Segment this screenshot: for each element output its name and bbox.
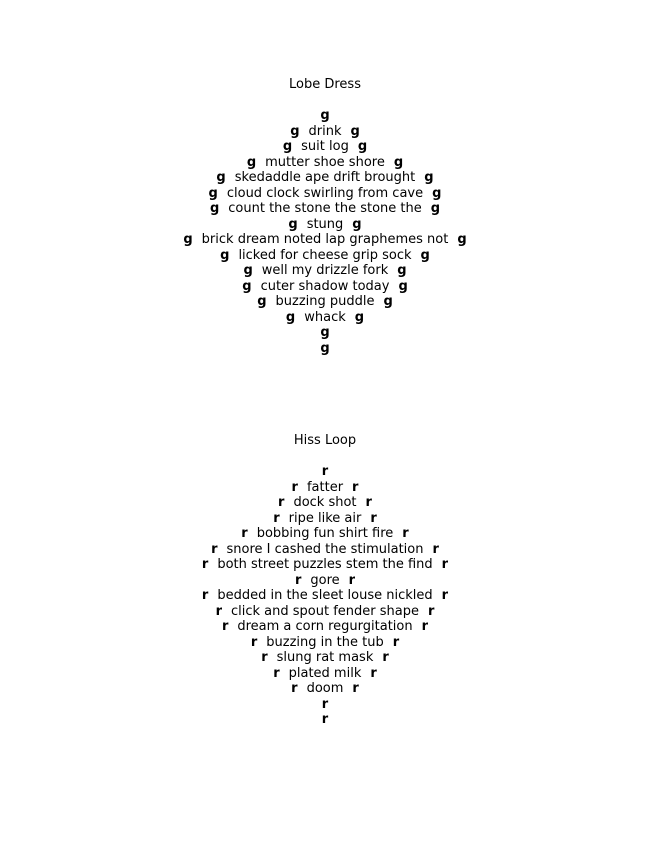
line-text: fatter: [306, 479, 344, 495]
line-marker: g: [285, 309, 296, 325]
line-marker: r: [215, 603, 222, 619]
line-marker: g: [397, 263, 407, 278]
poem-line: [0, 186, 650, 202]
poem-title: Hiss Loop: [293, 433, 357, 448]
line-marker: g: [398, 278, 408, 294]
line-marker: g: [383, 294, 393, 309]
poem-line: [0, 464, 650, 480]
poem-line: [0, 124, 650, 140]
line-marker: g: [208, 185, 218, 201]
line-text: dream a corn regurgitation: [237, 619, 413, 634]
line-marker: g: [288, 216, 298, 232]
line-text: skedaddle ape drift brought: [234, 170, 416, 185]
line-marker: r: [294, 572, 302, 588]
poem-line: [0, 666, 650, 682]
line-marker: r: [321, 464, 329, 479]
poem-line: [0, 139, 650, 155]
poem-line: [0, 310, 650, 326]
poem-line: [0, 511, 650, 527]
line-marker: g: [352, 216, 362, 232]
poem-line: [0, 604, 650, 620]
line-marker: r: [441, 588, 449, 603]
line-text: plated milk: [288, 665, 362, 681]
line-marker: g: [457, 232, 467, 247]
line-marker: r: [321, 696, 329, 712]
line-marker: g: [320, 108, 330, 123]
poem-lobe-dress: [0, 77, 650, 356]
line-marker: r: [402, 526, 409, 541]
poem-line: [0, 341, 650, 357]
line-text: buzzing puddle: [275, 294, 375, 309]
poem-line: [0, 588, 650, 604]
line-marker: g: [420, 247, 430, 263]
line-marker: r: [352, 479, 359, 495]
line-text: cuter shadow today: [260, 278, 390, 294]
poem-line: [0, 248, 650, 264]
line-marker: r: [250, 634, 258, 650]
line-marker: g: [430, 201, 441, 216]
line-marker: g: [242, 278, 252, 294]
line-marker: r: [428, 603, 435, 619]
line-marker: g: [393, 154, 404, 170]
poem-line: [0, 650, 650, 666]
line-text: slung rat mask: [276, 650, 374, 665]
line-marker: g: [350, 123, 360, 139]
line-marker: r: [432, 541, 439, 557]
line-marker: g: [320, 340, 330, 356]
poem-line: [0, 619, 650, 635]
poem-title: Lobe Dress: [289, 77, 361, 92]
line-marker: r: [211, 541, 218, 557]
poem-line: [0, 557, 650, 573]
poem-line: [0, 526, 650, 542]
poem-hiss-loop: [0, 433, 650, 728]
line-marker: r: [370, 510, 377, 526]
line-marker: r: [352, 681, 359, 696]
line-marker: g: [357, 139, 368, 154]
line-marker: r: [273, 510, 280, 526]
poem-line: [0, 480, 650, 496]
poem-line: [0, 325, 650, 341]
line-marker: r: [221, 619, 229, 634]
line-text: count the stone the stone the: [228, 201, 422, 216]
line-marker: g: [354, 309, 365, 325]
line-text: dock shot: [293, 495, 357, 510]
line-marker: g: [246, 154, 257, 170]
poem-line: [0, 170, 650, 186]
poem-body: [0, 108, 650, 356]
poem-line: [0, 201, 650, 217]
line-marker: r: [201, 588, 209, 603]
line-marker: g: [220, 247, 230, 263]
line-text: drink: [308, 123, 342, 139]
line-marker: r: [382, 650, 389, 665]
line-text: licked for cheese grip sock: [238, 247, 412, 263]
line-marker: r: [321, 712, 329, 727]
poem-line: [0, 573, 650, 589]
line-marker: g: [282, 139, 293, 154]
line-marker: g: [216, 170, 226, 185]
line-text: doom: [306, 681, 344, 696]
line-marker: r: [421, 619, 429, 634]
line-marker: r: [278, 495, 285, 510]
poem-line: [0, 279, 650, 295]
line-text: whack: [304, 309, 346, 325]
poem-line: [0, 542, 650, 558]
line-text: gore: [310, 572, 340, 588]
poem-line: [0, 217, 650, 233]
line-text: well my drizzle fork: [261, 263, 389, 278]
poem-line: [0, 681, 650, 697]
line-text: buzzing in the tub: [266, 634, 384, 650]
line-marker: r: [261, 650, 268, 665]
poem-line: [0, 155, 650, 171]
line-text: suit log: [301, 139, 349, 154]
line-text: click and spout fender shape: [231, 603, 419, 619]
line-marker: g: [424, 170, 434, 185]
line-text: snore I cashed the stimulation: [226, 541, 424, 557]
line-marker: r: [201, 557, 209, 572]
line-marker: g: [320, 325, 330, 340]
line-text: stung: [306, 216, 344, 232]
line-text: both street puzzles stem the find: [217, 557, 433, 572]
poem-line: [0, 108, 650, 124]
poem-line: [0, 263, 650, 279]
line-marker: g: [183, 232, 193, 247]
poem-line: [0, 635, 650, 651]
line-marker: r: [365, 495, 372, 510]
poem-line: [0, 712, 650, 728]
line-marker: r: [241, 526, 248, 541]
line-marker: r: [291, 681, 298, 696]
poem-line: [0, 232, 650, 248]
line-text: bedded in the sleet louse nickled: [217, 588, 433, 603]
line-marker: r: [441, 557, 449, 572]
poem-body: [0, 464, 650, 728]
line-marker: r: [370, 665, 377, 681]
line-text: ripe like air: [288, 510, 362, 526]
line-marker: r: [291, 479, 298, 495]
line-text: bobbing fun shirt fire: [256, 526, 394, 541]
line-text: brick dream noted lap graphemes not: [201, 232, 449, 247]
line-marker: g: [243, 263, 253, 278]
line-text: cloud clock swirling from cave: [226, 185, 424, 201]
line-marker: r: [273, 665, 280, 681]
poem-line: [0, 495, 650, 511]
line-marker: g: [432, 185, 442, 201]
line-marker: r: [348, 572, 356, 588]
poem-line: [0, 294, 650, 310]
line-marker: g: [290, 123, 300, 139]
line-marker: r: [392, 634, 400, 650]
line-text: mutter shoe shore: [265, 154, 385, 170]
line-marker: g: [257, 294, 267, 309]
poem-line: [0, 697, 650, 713]
line-marker: g: [209, 201, 220, 216]
